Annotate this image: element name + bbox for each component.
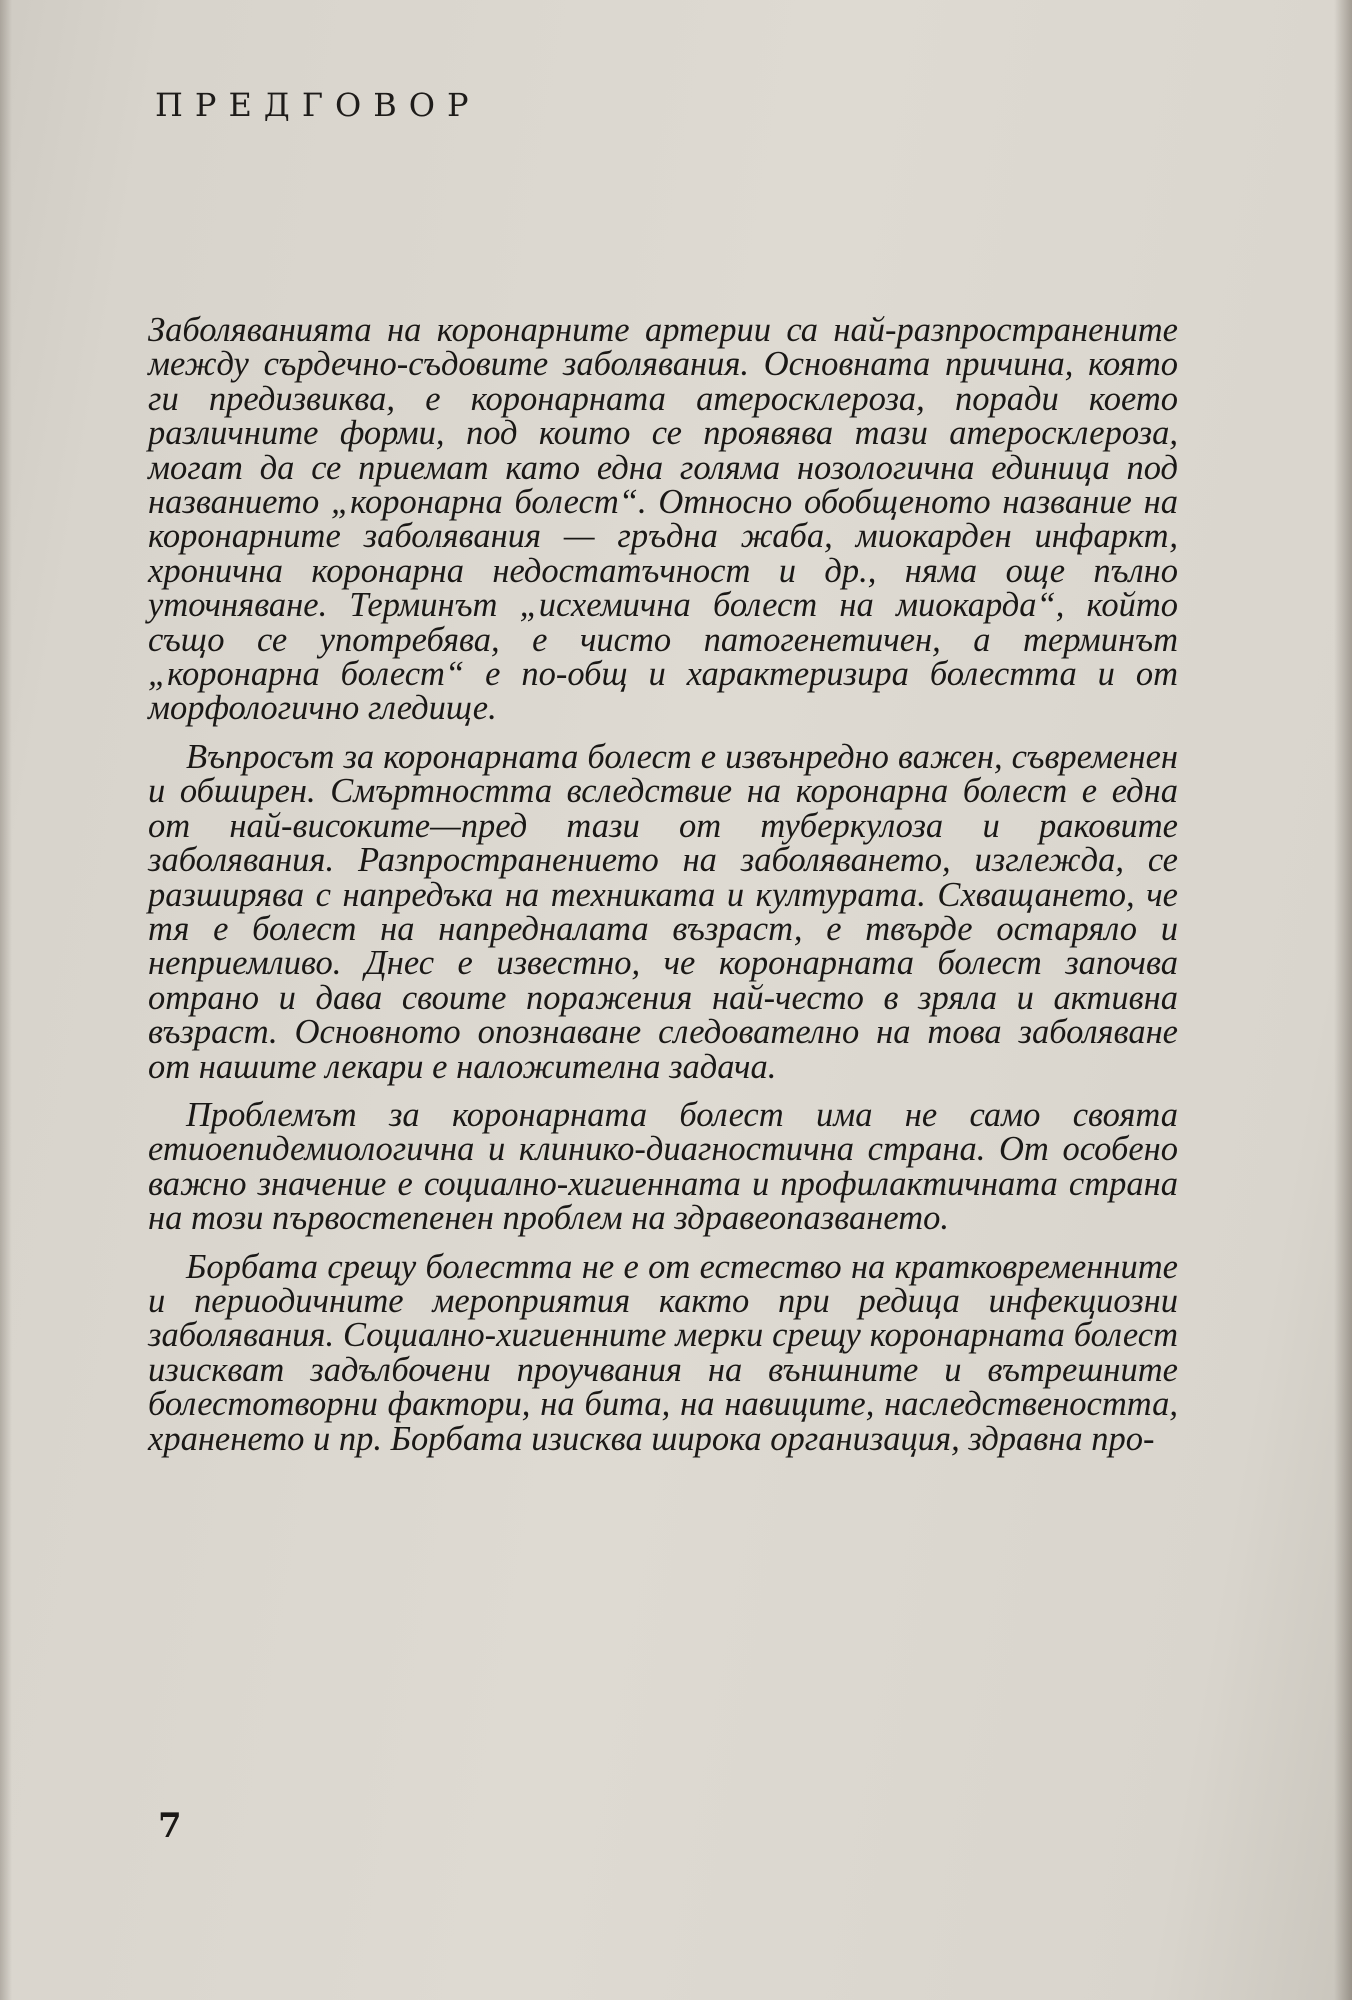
paragraph-3: Проблемът за коронарната болест има не само своята етиоепидемиологична и клинико-диагностична страна. От особено важно значение е социално-хигиенната и профилактичната страна на този първостепенен проблем на здравеопазването. [148,1095,1178,1238]
chapter-heading: ПРЕДГОВОР [155,86,481,124]
body-text [148,313,1178,1470]
paragraph-1: Заболяванията на коронарните артерии са най-разпространените между сърдечно-съдовите заболявания. Основната причина, която ги предизвиква, е коронарната атеросклероза, поради което различните форми, под които се проявява тази атеросклероза, могат да се приемат като една голяма нозологична единица под названието „коронарна болест“. Относно обобщеното название на коронарните заболявания — гръдна жаба, миокарден инфаркт, хронична коронарна недостатъчност и др., няма още пълно уточняване. Терминът „исхемична болест на миокарда“, който също се употребява, е чисто патогенетичен, а терминът „коронарна болест“ е по-общ и характеризира болестта и от морфологично гледище. [148,311,1178,728]
page-shadow-right [1334,0,1352,2000]
paragraph-4: Борбата срещу болестта не е от естество на кратковременните и периодичните мероприятия както при редица инфекциозни заболявания. Социално-хигиенните мерки срещу коронарната болест изискват задълбочени проучвания на външните и вътрешните болестотворни фактори, на бита, на навиците, наследствеността, храненето и пр. Борбата изисква широка организация, здравна про- [148,1247,1178,1458]
page-number: 7 [158,1806,182,1846]
page-shadow-left [0,0,12,2000]
paragraph-2: Въпросът за коронарната болест е извънредно важен, съвременен и обширен. Смъртността вследствие на коронарна болест е една от най-високите—пред тази от туберкулоза и раковите заболявания. Разпространението на заболяването, изглежда, се разширява с напредъка на техниката и културата. Схващането, че тя е болест на напредналата възраст, е твърде остаряло и неприемливо. Днес е известно, че коронарната болест започва отрано и дава своите поражения най-често в зряла и активна възраст. Основното опознаване следователно на това заболяване от нашите лекари е наложителна задача. [148,737,1178,1086]
